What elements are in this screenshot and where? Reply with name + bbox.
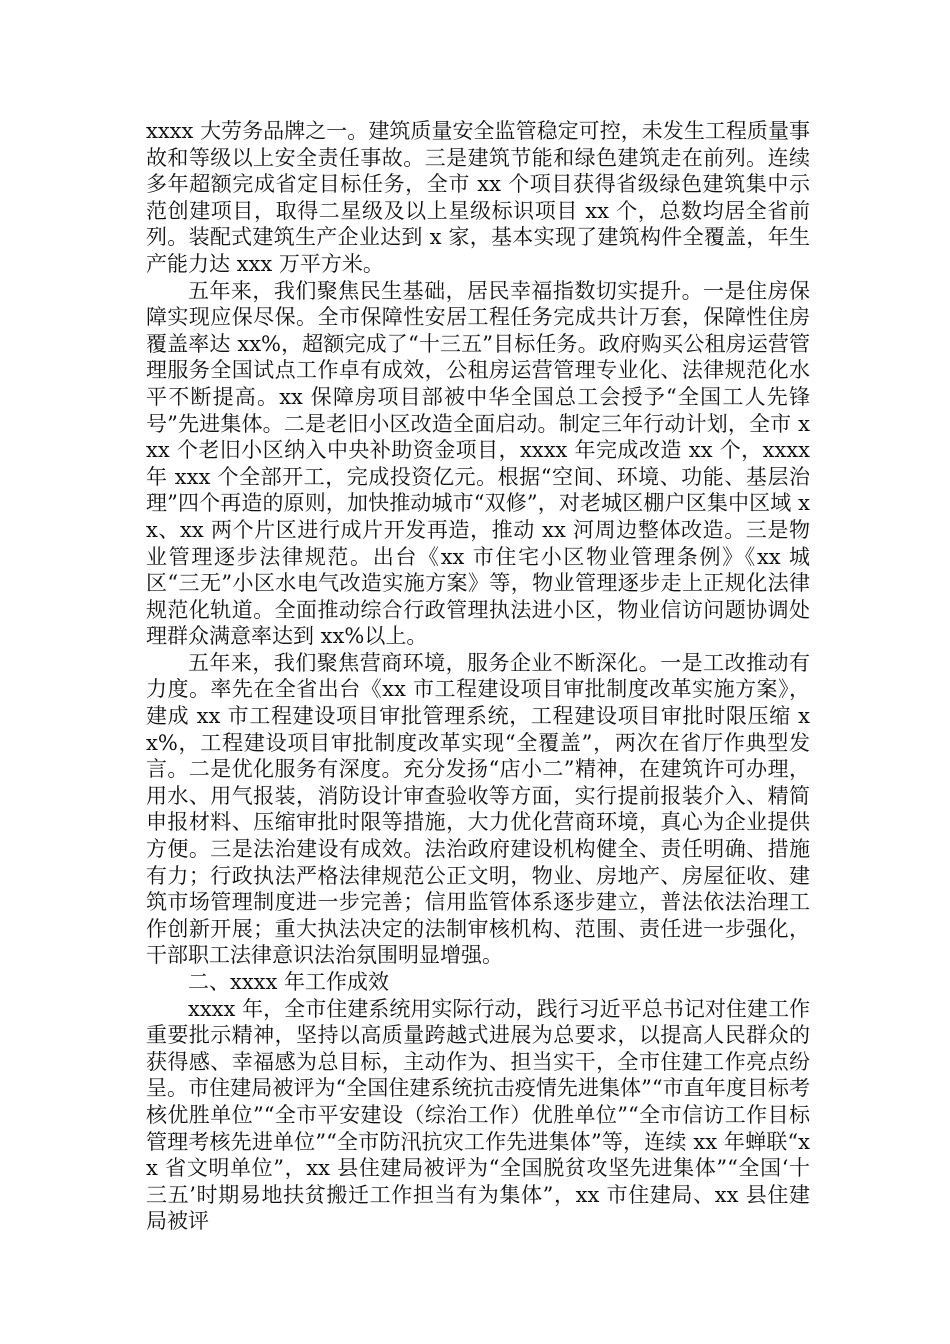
paragraph-annual-results: xxxx 年，全市住建系统用实际行动，践行习近平总书记对住建工作重要批示精神，坚持以高质量跨越式进展为总要求，以提高人民群众的获得感、幸福感为总目标，主动作为、担当实干，全市住建工作亮点纷呈。市住建局被评为“全国住建系统抗击疫情先进集体”“市直年度目标考核优胜单位”“全市平安建设（综治工作）优胜单位”“全市信访工作目标管理考核先进单位”“全市防汛抗灾工作先进集体”等，连续 xx 年蝉联“xx 省文明单位”，xx 县住建局被评为“全国脱贫攻坚先进集体”“全国‘十三五’时期易地扶贫搬迁工作担当有为集体”，xx 市住建局、xx 县住建局被评 bbox=[146, 996, 810, 1234]
paragraph-business-environment: 五年来，我们聚焦营商环境，服务企业不断深化。一是工改推动有力度。率先在全省出台《xx 市工程建设项目审批制度改革实施方案》，建成 xx 市工程建设项目审批管理系统，工程建设项目审批时限压缩 xx%，工程建设项目审批制度改革实现“全覆盖”，两次在省厅作典型发言。二是优化服务有深度。充分发扬“店小二”精神，在建筑许可办理，用水、用气报装，消防设计审查验收等方面，实行提前报装介入、精简申报材料、压缩审批时限等措施，大力优化营商环境，真心为企业提供方便。三是法治建设有成效。法治政府建设机构健全、责任明确、措施有力；行政执法严格法律规范公正文明，物业、房地产、房屋征收、建筑市场管理制度进一步完善；信用监管体系逐步建立，普法依法治理工作创新开展；重大执法决定的法制审核机构、范围、责任进一步强化，干部职工法律意识法治氛围明显增强。 bbox=[146, 650, 810, 968]
section-heading: 二、xxxx 年工作成效 bbox=[188, 970, 390, 994]
document-body bbox=[146, 118, 810, 1235]
paragraph-construction-quality: xxxx 大劳务品牌之一。建筑质量安全监管稳定可控，未发生工程质量事故和等级以上安全责任事故。三是建筑节能和绿色建筑走在前列。连续多年超额完成省定目标任务，全市 xx 个项目获得省级绿色建筑集中示范创建项目，取得二星级及以上星级标识项目 xx 个，总数均居全省前列。装配式建筑生产企业达到 x 家，基本实现了建筑构件全覆盖，年生产能力达 xxx 万平方米。 bbox=[146, 119, 810, 276]
paragraph-livelihood: 五年来，我们聚焦民生基础，居民幸福指数切实提升。一是住房保障实现应保尽保。全市保障性安居工程任务完成共计万套，保障性住房覆盖率达 xx%，超额完成了“十三五”目标任务。政府购买公租房运营管理服务全国试点工作卓有成效，公租房运营管理专业化、法律规范化水平不断提高。xx 保障房项目部被中华全国总工会授予“全国工人先锋号”先进集体。二是老旧小区改造全面启动。制定三年行动计划，全市 xxx 个老旧小区纳入中央补助资金项目，xxxx 年完成改造 xx 个，xxxx 年 xxx 个全部开工，完成投资亿元。根据“空间、环境、功能、基层治理”四个再造的原则，加快推动城市“双修”，对老城区棚户区集中区域 xx、xx 两个片区进行成片开发再造，推动 xx 河周边整体改造。三是物业管理逐步法律规范。出台《xx 市住宅小区物业管理条例》《xx 城区“三无”小区水电气改造实施方案》等，物业管理逐步走上正规化法律规范化轨道。全面推动综合行政管理执法进小区，物业信访问题协调处理群众满意率达到 xx%以上。 bbox=[146, 278, 810, 649]
